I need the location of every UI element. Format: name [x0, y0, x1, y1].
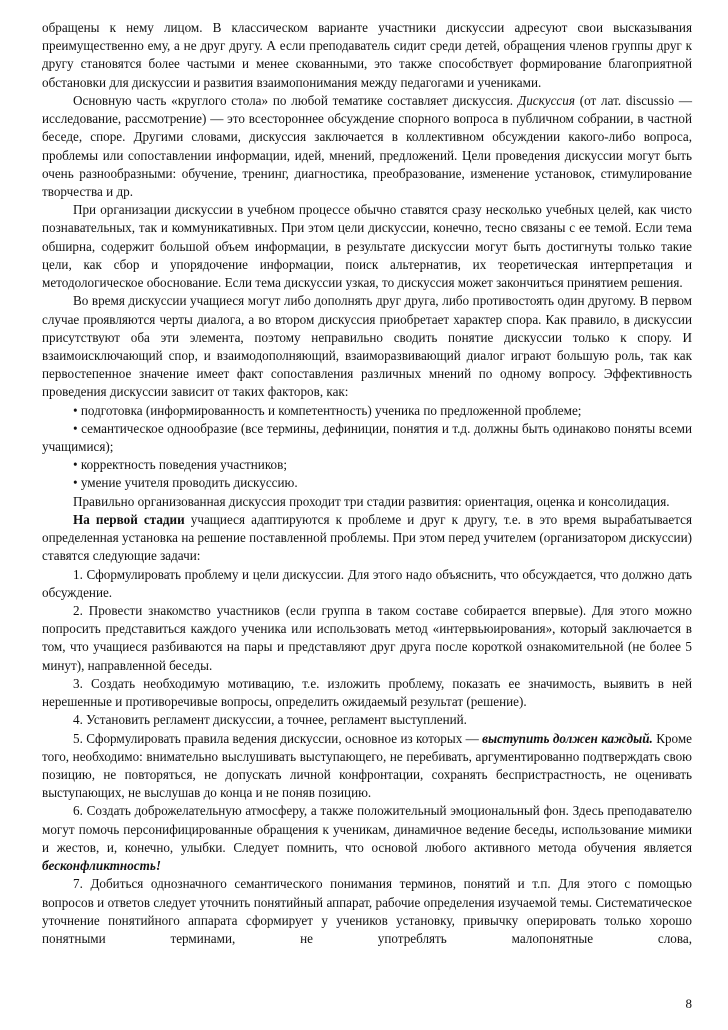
paragraph: [42, 19, 692, 92]
text-run: • подготовка (информированность и компетентность) ученика по предложенной проблеме;: [73, 402, 582, 418]
document-body: [42, 19, 692, 948]
text-run: учащиеся адаптируются к проблеме и друг к другу, т.е. в это время вырабатывается определенная установка на решение поставленной проблемы. При этом перед учителем (организатором дискуссии) ставятся следующие задачи:: [42, 511, 692, 564]
paragraph: [42, 730, 692, 803]
paragraph: [42, 602, 692, 675]
text-run: • умение учителя проводить дискуссию.: [73, 475, 298, 491]
paragraph: [42, 875, 692, 948]
text-run: обращены к нему лицом. В классическом варианте участники дискуссии адресуют свои высказывания преимущественно ему, а не друг другу. А если преподаватель сидит среди детей, обращения членов группы друг к другу становятся более частыми и менее скованными, это также способствует формирование благоприятной обстановки для дискуссии и развития взаимопонимания между педагогами и учениками.: [42, 20, 692, 90]
text-run: 3. Создать необходимую мотивацию, т.е. изложить проблему, показать ее значимость, выявить в ней нерешенные и противоречивые вопросы, определить ожидаемый результат (решение).: [42, 675, 692, 710]
text-run: 1. Сформулировать проблему и цели дискуссии. Для этого надо объяснить, что обсуждается, что должно дать обсуждение.: [42, 566, 692, 600]
paragraph: [42, 474, 692, 492]
text-run: • корректность поведения участников;: [73, 457, 287, 473]
paragraph: [42, 201, 692, 292]
page-number: 8: [685, 996, 692, 1011]
paragraph: [42, 493, 692, 511]
text-run: 6. Создать доброжелательную атмосферу, а также положительный эмоциональный фон. Здесь преподавателю могут помочь персонифицированные обращения к ученикам, динамичное ведение беседы, использование мимики и жестов, и, конечно, улыбки. Следует помнить, что основой любого активного метода обучения является: [42, 803, 692, 855]
emphasis-text: На первой стадии: [73, 511, 185, 527]
text-run: 2. Провести знакомство участников (если группа в таком составе собирается впервые). Для этого можно попросить представиться каждого ученика или использовать метод «интервьюирования», который заключается в том, что учащиеся разбиваются на пары и представляют друг друга после короткой ознакомительной (не более 5 минут), направленной беседы.: [42, 603, 692, 673]
text-run: • семантическое однообразие (все термины, дефиниции, понятия и т.д. должны быть одинаково поняты всеми учащимися);: [42, 420, 692, 455]
text-run: Правильно организованная дискуссия проходит три стадии развития: ориентация, оценка и консолидация.: [73, 493, 670, 509]
emphasis-text: Дискуссия: [517, 92, 575, 108]
paragraph: [42, 456, 692, 474]
paragraph: [42, 711, 692, 729]
emphasis-text: выступить должен каждый.: [482, 730, 653, 746]
text-run: При организации дискуссии в учебном процессе обычно ставятся сразу несколько учебных целей, как чисто познавательных, так и коммуникативных. При этом цели дискуссии, конечно, тесно связаны с ее темой. Если тема обширна, содержит большой объем информации, в результате дискуссии могут быть достигнуты только такие цели, как сбор и упорядочение информации, поиск альтернатив, их теоретическая интерпретация и методологическое обоснование. Если тема дискуссии узкая, то дискуссия может закончиться принятием решения.: [42, 202, 692, 291]
paragraph: [42, 566, 692, 602]
paragraph: [42, 92, 692, 201]
paragraph: [42, 675, 692, 711]
text-run: Основную часть «круглого стола» по любой тематике составляет дискуссия.: [73, 92, 518, 108]
text-run: 5. Сформулировать правила ведения дискуссии, основное из которых —: [73, 730, 483, 746]
paragraph: [42, 402, 692, 420]
text-run: Кроме того, необходимо: внимательно выслушивать выступающего, не перебивать, аргументированно подтверждать свою позицию, не повторяться, не допускать личной конфронтации, сохранять беспристрастность, не оценивать выступающих, не выслушав до конца и не поняв позицию.: [42, 730, 693, 801]
paragraph: [42, 292, 692, 401]
paragraph: [42, 420, 692, 456]
paragraph: [42, 511, 692, 566]
emphasis-text: бесконфликтность!: [42, 858, 161, 874]
text-run: (от лат. discussio — исследование, рассмотрение) — это всестороннее обсуждение спорного вопроса в публичном собрании, в частной беседе, споре. Другими словами, дискуссия заключается в коллективном обсуждении какого-либо вопроса, проблемы или сопоставлении информации, идей, мнений, предложений. Цели проведения дискуссии могут быть очень разнообразными: обучение, тренинг, диагностика, преобразование, изменение установок, стимулирование творчества и др.: [42, 92, 692, 199]
text-run: 7. Добиться однозначного семантического понимания терминов, понятий и т.п. Для этого с помощью вопросов и ответов следует уточнить понятийный аппарат, рабочие определения изучаемой темы. Систематическое уточнение понятийного аппарата сформирует у учеников установку, привычку оперировать только хорошо понятными терминами, не употреблять малопонятные слова,: [42, 876, 692, 946]
text-run: 4. Установить регламент дискуссии, а точнее, регламент выступлений.: [73, 712, 467, 728]
paragraph: [42, 802, 692, 875]
text-run: Во время дискуссии учащиеся могут либо дополнять друг друга, либо противостоять один другому. В первом случае проявляются черты диалога, а во втором дискуссия приобретает характер спора. Как правило, в дискуссии присутствуют оба эти элемента, поэтому неправильно сводить понятие дискуссии только к спору. И взаимоисключающий спор, и взаимодополняющий, взаиморазвивающий диалог играют большую роль, так как первостепенное значение имеет факт сопоставления различных мнений по одному вопросу. Эффективность проведения дискуссии зависит от таких факторов, как:: [42, 293, 692, 400]
